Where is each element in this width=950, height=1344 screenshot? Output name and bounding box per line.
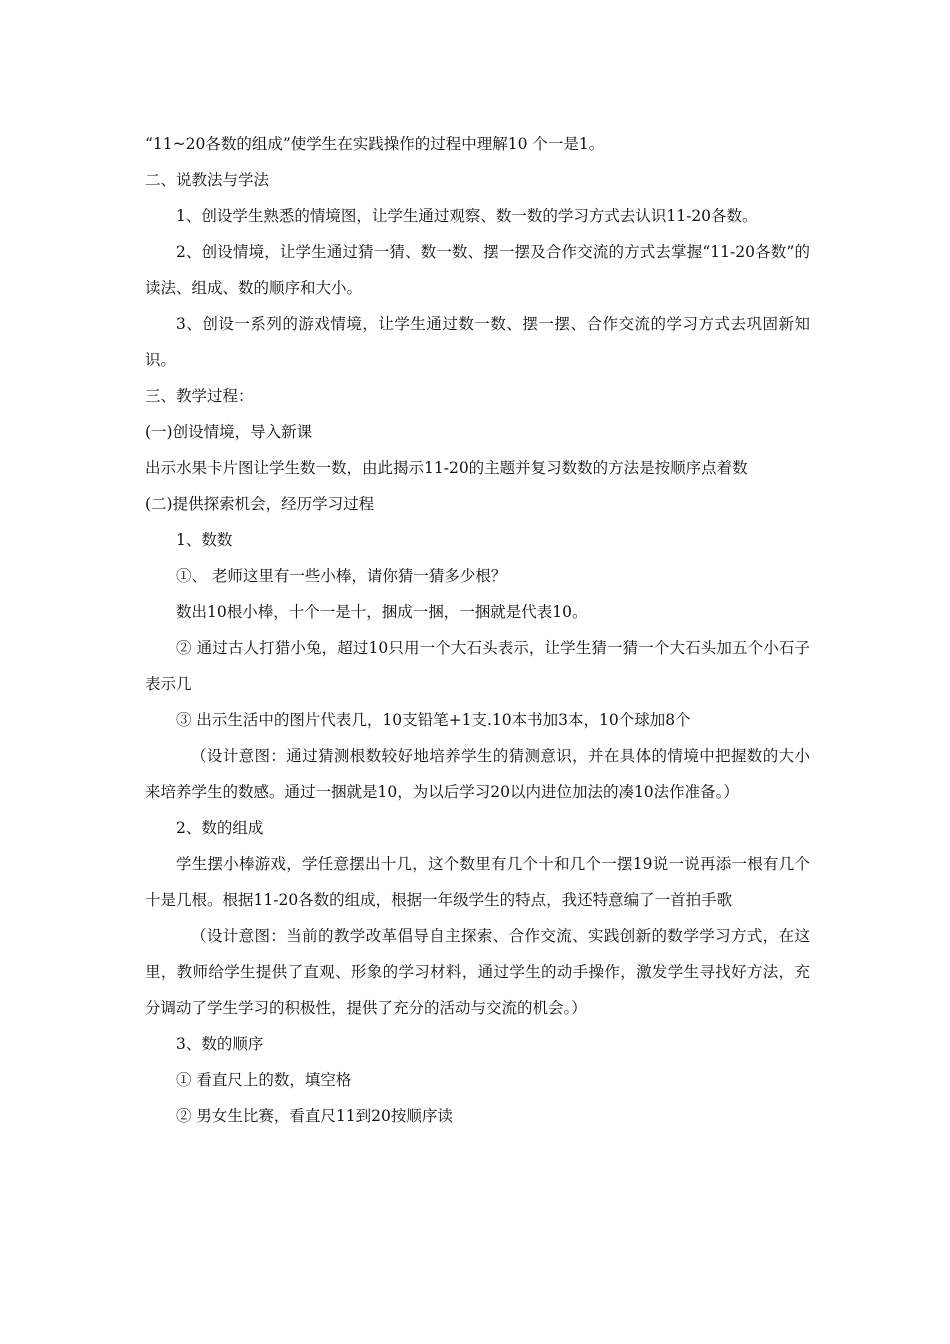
paragraph-12: 数出10根小棒，十个一是十，捆成一捆，一捆就是代表10。 xyxy=(176,603,588,621)
paragraph-14: ③ 出示生活中的图片代表几，10支铅笔+1支.10本书加3本，10个球加8个 xyxy=(176,711,691,729)
paragraph-8: 出示水果卡片图让学生数一数，由此揭示11-20的主题并复习数数的方法是按顺序点着数 xyxy=(145,459,748,477)
item-heading-3: 3、数的顺序 xyxy=(176,1035,264,1053)
section-heading-3: 三、教学过程： xyxy=(145,387,254,405)
subheading-2: (二)提供探索机会，经历学习过程 xyxy=(145,495,375,513)
paragraph-3: 1、创设学生熟悉的情境图，让学生通过观察、数一数的学习方式去认识11-20各数。 xyxy=(176,207,758,225)
design-intent-2: （设计意图：当前的教学改革倡导自主探索、合作交流、实践创新的数学学习方式，在这里，教师给学生提供了直观、形象的学习材料，通过学生的动手操作，激发学生寻找好方法，充分调动了学生学习的积极性，提供了充分的活动与交流的机会。） xyxy=(145,927,810,1017)
item-heading-1: 1、数数 xyxy=(176,531,233,549)
document-body xyxy=(145,126,810,1134)
paragraph-17: 学生摆小棒游戏，学任意摆出十几，这个数里有几个十和几个一摆19说一说再添一根有几个十是几根。根据11-20各数的组成，根据一年级学生的特点，我还特意编了一首拍手歌 xyxy=(145,855,810,909)
item-heading-2: 2、数的组成 xyxy=(176,819,264,837)
paragraph-20: ① 看直尺上的数，填空格 xyxy=(176,1071,352,1089)
paragraph-4: 2、创设情境，让学生通过猜一猜、数一数、摆一摆及合作交流的方式去掌握“11-20各数”的读法、组成、数的顺序和大小。 xyxy=(145,243,810,297)
paragraph-11: ①、 老师这里有一些小棒，请你猜一猜多少根？ xyxy=(176,567,507,585)
subheading-1: (一)创设情境，导入新课 xyxy=(145,423,313,441)
design-intent-1: （设计意图：通过猜测根数较好地培养学生的猜测意识，并在具体的情境中把握数的大小来培养学生的数感。通过一捆就是10，为以后学习20以内进位加法的凑10法作准备。） xyxy=(145,747,810,801)
paragraph-13: ② 通过古人打猎小兔，超过10只用一个大石头表示，让学生猜一猜一个大石头加五个小石子表示几 xyxy=(145,639,810,693)
paragraph-1: “11~20各数的组成”使学生在实践操作的过程中理解10 个一是1。 xyxy=(145,135,605,153)
paragraph-5: 3、创设一系列的游戏情境，让学生通过数一数、摆一摆、合作交流的学习方式去巩固新知识。 xyxy=(145,315,810,369)
paragraph-21: ② 男女生比赛，看直尺11到20按顺序读 xyxy=(176,1107,453,1125)
section-heading-2: 二、说教法与学法 xyxy=(145,171,270,189)
